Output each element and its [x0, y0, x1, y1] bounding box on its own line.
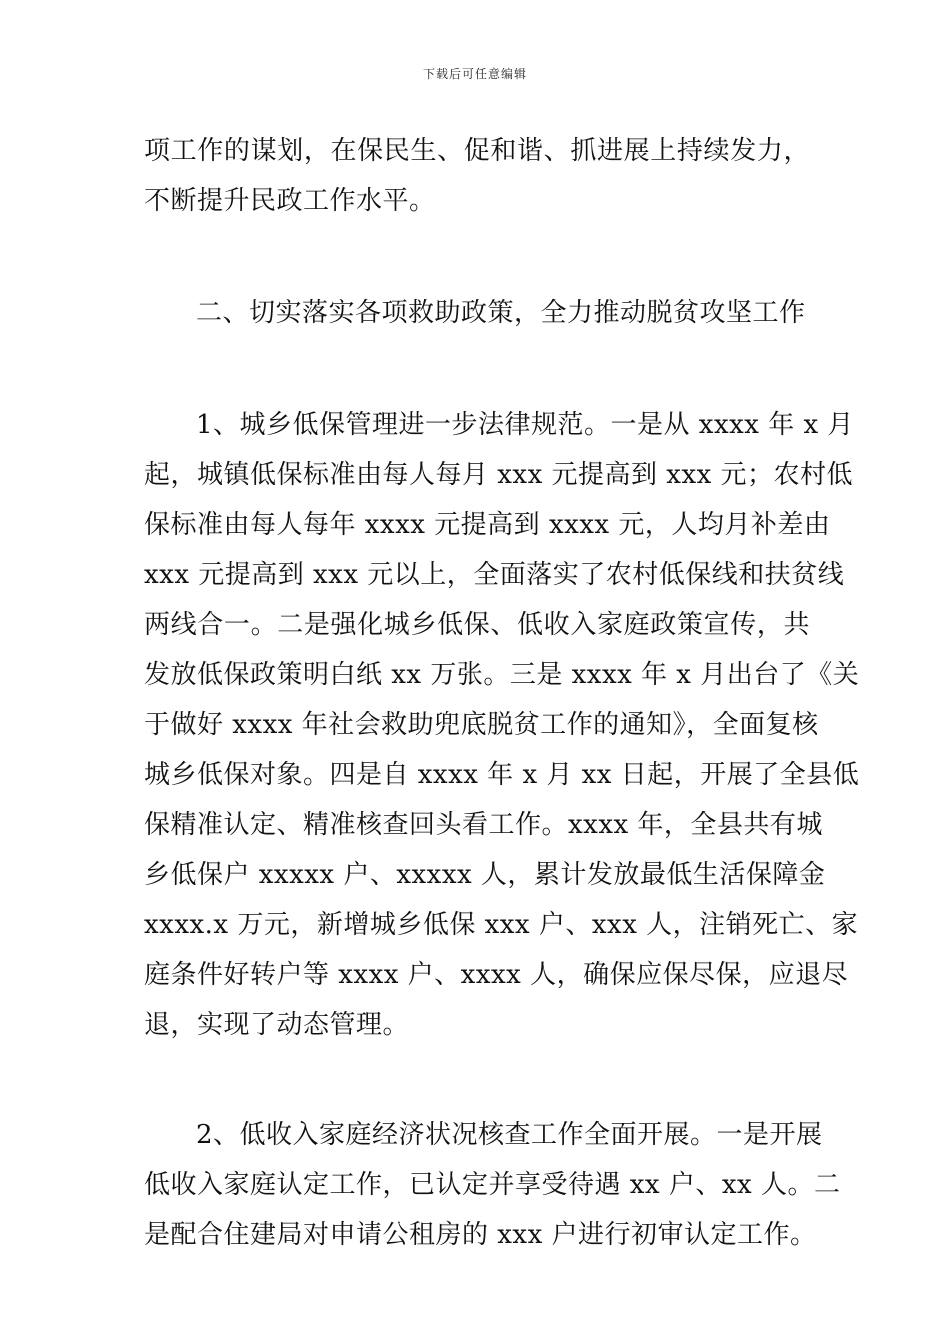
paragraph-line: xxxx.x 万元，新增城乡低保 xxx 户、xxx 人，注销死亡、家 [144, 910, 859, 940]
paragraph-gap [144, 338, 810, 400]
paragraph-line: 乡低保户 xxxxx 户、xxxxx 人，累计发放最低生活保障金 [144, 860, 826, 890]
paragraph-line: 2、低收入家庭经济状况核查工作全面开展。一是开展 [196, 1120, 823, 1150]
paragraph-line: 发放低保政策明白纸 xx 万张。三是 xxxx 年 x 月出台了《关 [144, 660, 860, 690]
paragraph-line: 1、城乡低保管理进一步法律规范。一是从 xxxx 年 x 月 [196, 410, 854, 440]
paragraph-gap [144, 226, 810, 288]
header-note: 下载后可任意编辑 [422, 67, 527, 81]
paragraph-line: 庭条件好转户等 xxxx 户、xxxx 人，确保应保尽保，应退尽 [144, 960, 849, 990]
paragraph-line: 保标准由每人每年 xxxx 元提高到 xxxx 元，人均月补差由 [144, 510, 831, 540]
paragraph-line: 项工作的谋划，在保民生、促和谐、抓进展上持续发力， [144, 136, 810, 166]
paragraph-line: xxx 元提高到 xxx 元以上，全面落实了农村低保线和扶贫线 [144, 560, 845, 590]
paragraph-gap [144, 1050, 810, 1110]
document-body [144, 126, 860, 1260]
paragraph-line: 低收入家庭认定工作，已认定并享受待遇 xx 户、xx 人。二 [144, 1170, 841, 1200]
paragraph-line: 城乡低保对象。四是自 xxxx 年 x 月 xx 日起，开展了全县低 [144, 760, 860, 790]
paragraph-line: 保精准认定、精准核查回头看工作。xxxx 年，全县共有城 [144, 810, 823, 840]
paragraph-line: 不断提升民政工作水平。 [144, 186, 436, 216]
section-heading: 二、切实落实各项救助政策，全力推动脱贫攻坚工作 [196, 298, 806, 328]
paragraph-line: 退，实现了动态管理。 [144, 1010, 410, 1040]
paragraph-line: 起，城镇低保标准由每人每月 xxx 元提高到 xxx 元；农村低 [144, 460, 854, 490]
paragraph-line: 于做好 xxxx 年社会救助兜底脱贫工作的通知》，全面复核 [144, 710, 819, 740]
paragraph-line: 两线合一。二是强化城乡低保、低收入家庭政策宣传，共 [144, 610, 810, 640]
paragraph-line: 是配合住建局对申请公租房的 xxx 户进行初审认定工作。 [144, 1220, 817, 1250]
